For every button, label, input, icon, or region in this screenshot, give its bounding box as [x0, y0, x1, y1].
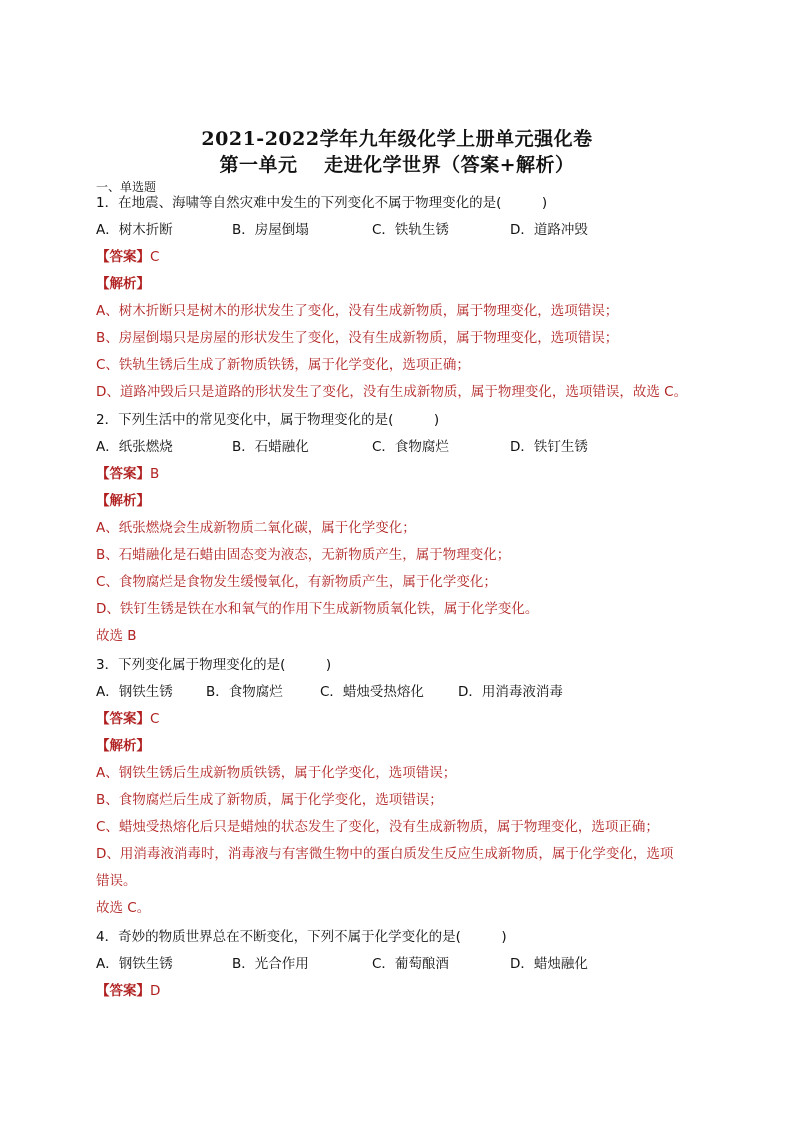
- answer-label: 【答案】: [96, 466, 150, 482]
- answer-label: 【答案】: [96, 983, 150, 999]
- q4-option-a: A．钢铁生锈: [96, 956, 173, 972]
- q1-analysis-d: D、道路冲毁后只是道路的形状发生了变化，没有生成新物质，属于物理变化，选项错误，故选 C。: [96, 384, 688, 400]
- question-2-stem: 2．下列生活中的常见变化中，属于物理变化的是( ): [96, 412, 440, 428]
- q1-option-c: C．铁轨生锈: [372, 222, 449, 238]
- q1-option-a: A．树木折断: [96, 222, 173, 238]
- q2-analysis-a: A、纸张燃烧会生成新物质二氧化碳，属于化学变化；: [96, 520, 416, 536]
- q3-option-a: A．钢铁生锈: [96, 684, 173, 700]
- q1-answer: [96, 248, 159, 266]
- analysis-label: 【解析】: [96, 276, 150, 292]
- answer-label: 【答案】: [96, 249, 150, 265]
- q1-analysis-c: C、铁轨生锈后生成了新物质铁锈，属于化学变化，选项正确；: [96, 357, 470, 373]
- q3-analysis-c: C、蜡烛受热熔化后只是蜡烛的状态发生了变化，没有生成新物质，属于物理变化，选项正确；: [96, 819, 659, 835]
- question-3-stem: 3．下列变化属于物理变化的是( ): [96, 657, 332, 673]
- q1-analysis-a: A、树木折断只是树木的形状发生了变化，没有生成新物质，属于物理变化，选项错误；: [96, 303, 619, 319]
- q2-analysis-d: D、铁钉生锈是铁在水和氧气的作用下生成新物质氧化铁，属于化学变化。: [96, 601, 539, 617]
- q3-analysis-d-cont: 错误。: [96, 873, 137, 889]
- q2-answer-value: B: [150, 466, 160, 482]
- analysis-label: 【解析】: [96, 493, 150, 509]
- q2-option-a: A．纸张燃烧: [96, 439, 173, 455]
- q3-answer-value: C: [150, 711, 160, 727]
- q2-answer: [96, 465, 159, 483]
- question-1-stem: 1．在地震、海啸等自然灾难中发生的下列变化不属于物理变化的是( ): [96, 195, 548, 211]
- q3-analysis-label: [96, 737, 150, 755]
- answer-label: 【答案】: [96, 711, 150, 727]
- q2-analysis-b: B、石蜡融化是石蜡由固态变为液态，无新物质产生，属于物理变化；: [96, 547, 511, 563]
- q2-option-b: B．石蜡融化: [232, 439, 309, 455]
- q2-conclusion: 故选 B: [96, 628, 137, 644]
- q1-analysis-label: [96, 275, 150, 293]
- q3-analysis-b: B、食物腐烂后生成了新物质，属于化学变化，选项错误；: [96, 792, 443, 808]
- q2-analysis-c: C、食物腐烂是食物发生缓慢氧化，有新物质产生，属于化学变化；: [96, 574, 497, 590]
- q3-conclusion: 故选 C。: [96, 900, 151, 916]
- analysis-label: 【解析】: [96, 738, 150, 754]
- q2-option-c: C．食物腐烂: [372, 439, 449, 455]
- q4-answer-value: D: [150, 983, 161, 999]
- section-heading: 一、单选题: [96, 180, 157, 194]
- q3-analysis-d: D、用消毒液消毒时，消毒液与有害微生物中的蛋白质发生反应生成新物质，属于化学变化，选项: [96, 846, 674, 862]
- q1-option-d: D．道路冲毁: [510, 222, 588, 238]
- q3-analysis-a: A、钢铁生锈后生成新物质铁锈，属于化学变化，选项错误；: [96, 765, 457, 781]
- document-subtitle: 第一单元 走进化学世界（答案+解析）: [219, 154, 575, 176]
- q4-option-d: D．蜡烛融化: [510, 956, 588, 972]
- q4-option-c: C．葡萄酿酒: [372, 956, 449, 972]
- q1-analysis-b: B、房屋倒塌只是房屋的形状发生了变化，没有生成新物质，属于物理变化，选项错误；: [96, 330, 619, 346]
- document-title: 2021-2022学年九年级化学上册单元强化卷: [201, 128, 593, 150]
- q3-option-d: D．用消毒液消毒: [458, 684, 563, 700]
- q3-option-c: C．蜡烛受热熔化: [320, 684, 424, 700]
- q4-option-b: B．光合作用: [232, 956, 309, 972]
- question-4-stem: 4．奇妙的物质世界总在不断变化，下列不属于化学变化的是( ): [96, 929, 507, 945]
- q1-option-b: B．房屋倒塌: [232, 222, 309, 238]
- q3-option-b: B．食物腐烂: [206, 684, 283, 700]
- q2-analysis-label: [96, 492, 150, 510]
- q4-answer: [96, 982, 160, 1000]
- q2-option-d: D．铁钉生锈: [510, 439, 588, 455]
- q3-answer: [96, 710, 159, 728]
- q1-answer-value: C: [150, 249, 160, 265]
